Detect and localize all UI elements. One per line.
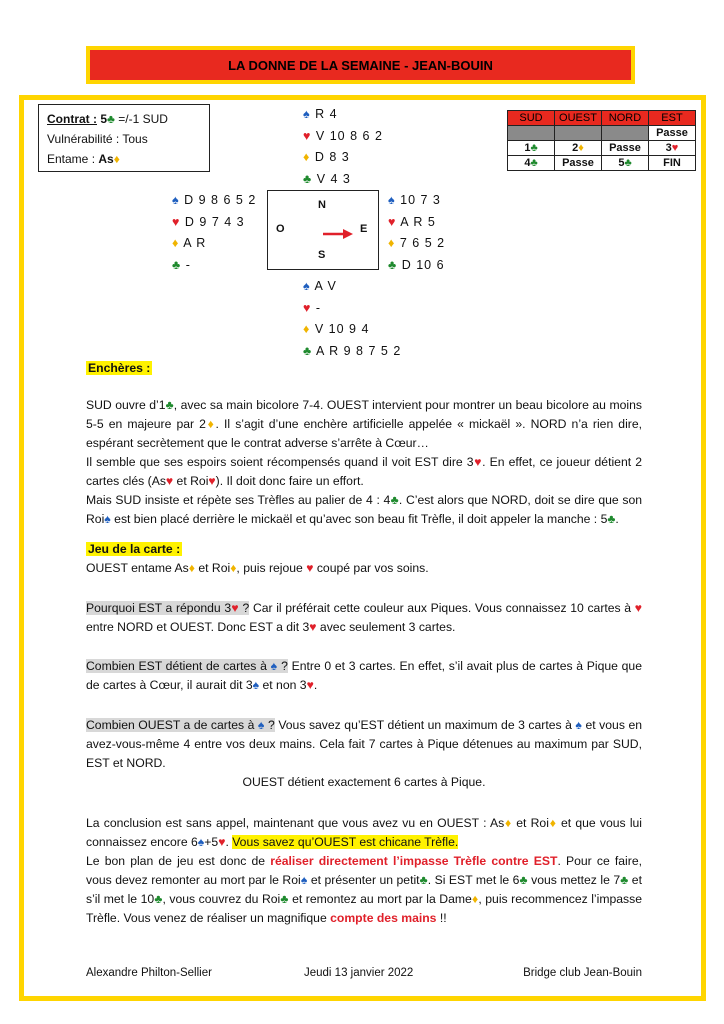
compass-west: O	[276, 223, 285, 235]
bid-cell: 1♣	[508, 141, 555, 156]
bid-header-est: EST	[649, 111, 696, 126]
hand-north: ♠ R 4 ♥ V 10 8 6 2 ♦ D 8 3 ♣ V 4 3	[303, 107, 383, 186]
bid-header-ouest: OUEST	[555, 111, 602, 126]
bid-cell: Passe	[649, 126, 696, 141]
club-icon: ♣	[107, 112, 115, 126]
compass-north: N	[318, 199, 326, 211]
question-3: Combien OUEST a de cartes à ♠ ? Vous savez qu’EST détient un maximum de 3 cartes à ♠ et vous en avez-vous-même 4 entre vos deux mains. Cela fait 7 cartes à Pique détenues au maximum par SUD, EST et NORD. OUEST détient exactement 6 cartes à Pique.	[86, 718, 642, 789]
footer-author: Alexandre Philton-Sellier	[86, 967, 212, 979]
club-icon: ♣	[624, 157, 632, 169]
bid-cell	[508, 126, 555, 141]
bid-cell: 3♥	[649, 141, 696, 156]
spade-icon: ♠	[303, 107, 311, 121]
contract-line: Contrat : 5♣ =/-1 SUD	[47, 112, 168, 126]
hand-south: ♠ A V ♥ - ♦ V 10 9 4 ♣ A R 9 8 7 5 2	[303, 279, 402, 358]
bid-cell: Passe	[555, 156, 602, 171]
lead-line: Entame : As♦	[47, 152, 120, 166]
vulnerability: Vulnérabilité : Tous	[47, 132, 148, 146]
compass-table	[267, 190, 379, 270]
spade-icon: ♠	[388, 193, 396, 207]
title-banner	[86, 46, 635, 84]
bid-cell: 4♣	[508, 156, 555, 171]
club-icon: ♣	[172, 257, 182, 272]
page-title: LA DONNE DE LA SEMAINE - JEAN-BOUIN	[90, 50, 631, 80]
heart-icon: ♥	[303, 300, 312, 315]
bid-cell: 2♦	[555, 141, 602, 156]
heart-icon: ♥	[671, 142, 679, 154]
bid-header-sud: SUD	[508, 111, 555, 126]
diamond-icon: ♦	[172, 236, 180, 250]
bid-header-nord: NORD	[602, 111, 649, 126]
diamond-icon: ♦	[578, 142, 584, 154]
club-icon: ♣	[388, 257, 398, 272]
compass-south: S	[318, 249, 326, 261]
compass-east: E	[360, 223, 368, 235]
heart-icon: ♥	[172, 214, 181, 229]
contract-box	[38, 104, 210, 172]
club-icon: ♣	[530, 157, 538, 169]
footer-date: Jeudi 13 janvier 2022	[304, 967, 414, 979]
spade-icon: ♠	[172, 193, 180, 207]
arrow-right-icon	[323, 228, 353, 240]
jeu-heading: Jeu de la carte :	[88, 542, 181, 556]
diamond-icon: ♦	[388, 236, 396, 250]
encheres-heading: Enchères :	[88, 361, 151, 375]
bid-cell: Passe	[602, 141, 649, 156]
jeu-intro: OUEST entame As♦ et Roi♦, puis rejoue ♥ coupé par vos soins.	[86, 561, 429, 575]
hand-east: ♠ 10 7 3 ♥ A R 5 ♦ 7 6 5 2 ♣ D 10 6	[388, 193, 446, 272]
heart-icon: ♥	[303, 128, 312, 143]
bid-cell: FIN	[649, 156, 696, 171]
bid-cell	[555, 126, 602, 141]
diamond-icon: ♦	[303, 322, 311, 336]
bid-cell: 5♣	[602, 156, 649, 171]
club-icon: ♣	[303, 171, 313, 186]
footer-club: Bridge club Jean-Bouin	[523, 967, 642, 979]
encheres-text: SUD ouvre d’1♣, avec sa main bicolore 7-4. OUEST intervient pour montrer un beau bicolore au moins 5-5 en majeure par 2♦. Il s’agit d’une enchère artificielle appelée « mickaël ». NORD n’a rien dire, espérant secrètement que le contrat adverse s’arrête à Cœur… Il semble que ses espoirs soient récompensés quand il voit EST dire 3♥. En effet, ce joueur détient 2 cartes clés (As♥ et Roi♥). Il doit donc faire un effort. Mais SUD insiste et répète ses Trèfles au palier de 4 : 4♣. C’est alors que NORD, doit se dire que son Roi♠ est bien placé derrière le mickaël et qu’avec son beau fit Trèfle, il doit appeler la manche : 5♣.	[86, 398, 643, 526]
club-icon: ♣	[530, 142, 538, 154]
club-icon: ♣	[303, 343, 313, 358]
question-1: Pourquoi EST a répondu 3♥ ? Car il préférait cette couleur aux Piques. Vous connaissez 10 cartes à ♥ entre NORD et OUEST. Donc EST a dit 3♥ avec seulement 3 cartes.	[86, 601, 642, 634]
conclusion: La conclusion est sans appel, maintenant que vous avez vu en OUEST : As♦ et Roi♦ et que vous lui connaissez encore 6♠+5♥. Vous savez qu’OUEST est chicane Trèfle. Le bon plan de jeu est donc de réaliser directement l’impasse Trèfle contre EST. Pour ce faire, vous devez remonter au mort par le Roi♠ et présenter un petit♣. Si EST met le 6♣ vous mettez le 7♣ et s’il met le 10♣, vous couvrez du Roi♣ et remontez au mort par la Dame♦, puis recommencez l’impasse Trèfle. Vous venez de réaliser un magnifique compte des mains !!	[86, 816, 643, 925]
diamond-icon: ♦	[113, 152, 120, 166]
bid-cell	[602, 126, 649, 141]
diamond-icon: ♦	[303, 150, 311, 164]
spade-icon: ♠	[303, 279, 311, 293]
question-2: Combien EST détient de cartes à ♠ ? Entre 0 et 3 cartes. En effet, s’il avait plus de cartes à Pique que de cartes à Cœur, il aurait dit 3♠ et non 3♥.	[86, 659, 642, 692]
heart-icon: ♥	[388, 214, 397, 229]
hand-west: ♠ D 9 8 6 5 2 ♥ D 9 7 4 3 ♦ A R ♣ -	[172, 193, 257, 272]
bidding-table	[507, 110, 696, 171]
